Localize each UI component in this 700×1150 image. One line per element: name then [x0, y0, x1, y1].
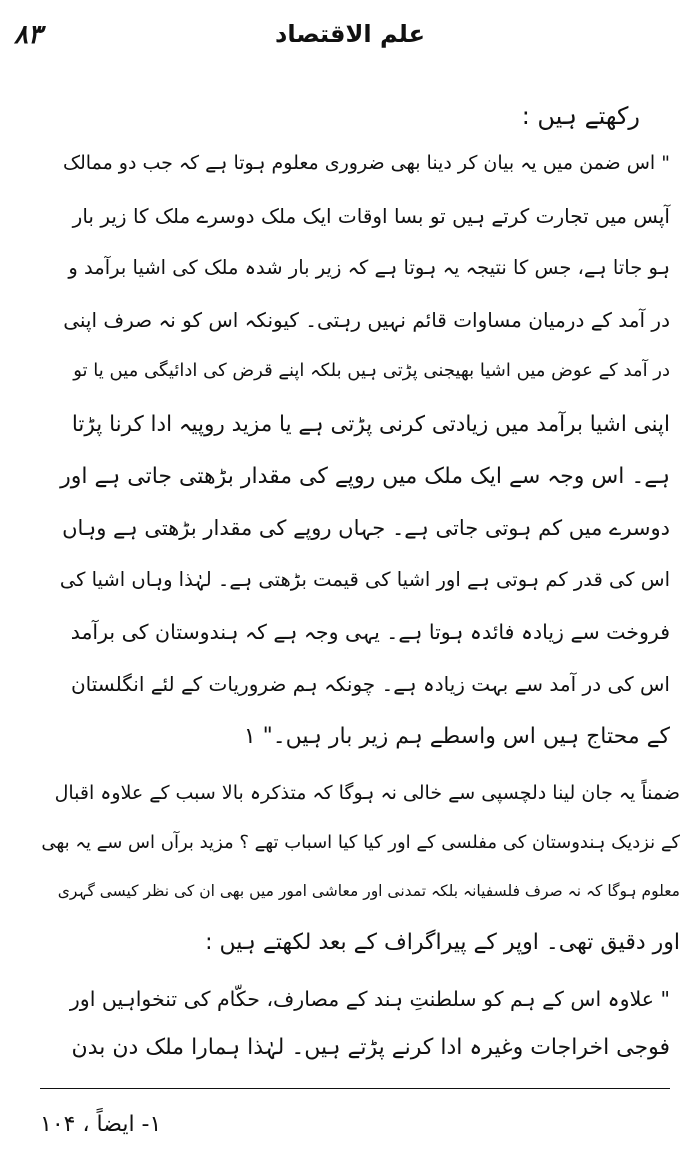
page-number: ۸۳ [14, 20, 42, 50]
paragraph-line: ضمناً یہ جان لینا دلچسپی سے خالی نہ ہوگا کہ متذکرہ بالا سبب کے علاوہ اقبال [54, 782, 680, 804]
quote1-line: " اس ضمن میں یہ بیان کر دینا بھی ضروری معلوم ہوتا ہے کہ جب دو ممالک [63, 152, 670, 174]
intro-line: رکھتے ہیں : [521, 102, 640, 130]
block-quote-1 [60, 150, 670, 770]
quote1-line: اپنی اشیا برآمد میں زیادتی کرنی پڑتی ہے یا مزید روپیہ ادا کرنا پڑتا [71, 412, 670, 437]
footnote: ۱- ایضاً ، ۱۰۴ [40, 1112, 162, 1137]
quote1-line: دوسرے میں کم ہوتی جاتی ہے۔ جہاں روپے کی مقدار بڑھتی ہے وہاں [62, 516, 670, 540]
main-paragraph [40, 780, 680, 955]
footnote-divider [40, 1088, 670, 1089]
quote1-line: کے محتاج ہیں اس واسطے ہم زیر بار ہیں۔" ۱ [243, 724, 670, 749]
quote1-line: آپس میں تجارت کرتے ہیں تو بسا اوقات ایک ملک دوسرے ملک کا زیر بار [72, 204, 670, 228]
quote1-line: در آمد کے درمیان مساوات قائم نہیں رہتی۔ کیونکہ اس کو نہ صرف اپنی [63, 308, 670, 332]
quote1-line: ہو جاتا ہے، جس کا نتیجہ یہ ہوتا ہے کہ زیر بار شدہ ملک کی اشیا برآمد و [68, 256, 670, 279]
quote1-line: در آمد کے عوض میں اشیا بھیجنی پڑتی ہیں بلکہ اپنے قرض کی ادائیگی میں یا تو [73, 360, 670, 381]
quote1-line: اس کی قدر کم ہوتی ہے اور اشیا کی قیمت بڑھتی ہے۔ لہٰذا وہاں اشیا کی [59, 568, 670, 591]
quote2-line: " علاوہ اس کے ہم کو سلطنتِ ہند کے مصارف، حکّام کی تنخواہیں اور [69, 987, 670, 1011]
paragraph-line: معلوم ہوگا کہ نہ صرف فلسفیانہ بلکہ تمدنی اور معاشی امور میں بھی ان کی نظر کیسی گہری [57, 882, 680, 900]
block-quote-2 [60, 985, 670, 1065]
quote1-line: اس کی در آمد سے بہت زیادہ ہے۔ چونکہ ہم ضروریات کے لئے انگلستان [70, 672, 670, 696]
quote2-line: فوجی اخراجات وغیرہ ادا کرنے پڑتے ہیں۔ لہٰذا ہمارا ملک دن بدن [71, 1035, 670, 1060]
paragraph-line: اور دقیق تھی۔ اوپر کے پیراگراف کے بعد لکھتے ہیں : [205, 930, 680, 955]
quote1-line: فروخت سے زیادہ فائدہ ہوتا ہے۔ یہی وجہ ہے کہ ہندوستان کی برآمد [70, 620, 670, 644]
paragraph-line: کے نزدیک ہندوستان کی مفلسی کے اور کیا کیا اسباب تھے ؟ مزید برآں اس سے یہ بھی [41, 832, 680, 853]
quote1-line: ہے۔ اس وجہ سے ایک ملک میں روپے کی مقدار بڑھتی جاتی ہے اور [60, 464, 670, 489]
page-header [0, 14, 700, 64]
running-title: علم الاقتصاد [275, 20, 425, 48]
